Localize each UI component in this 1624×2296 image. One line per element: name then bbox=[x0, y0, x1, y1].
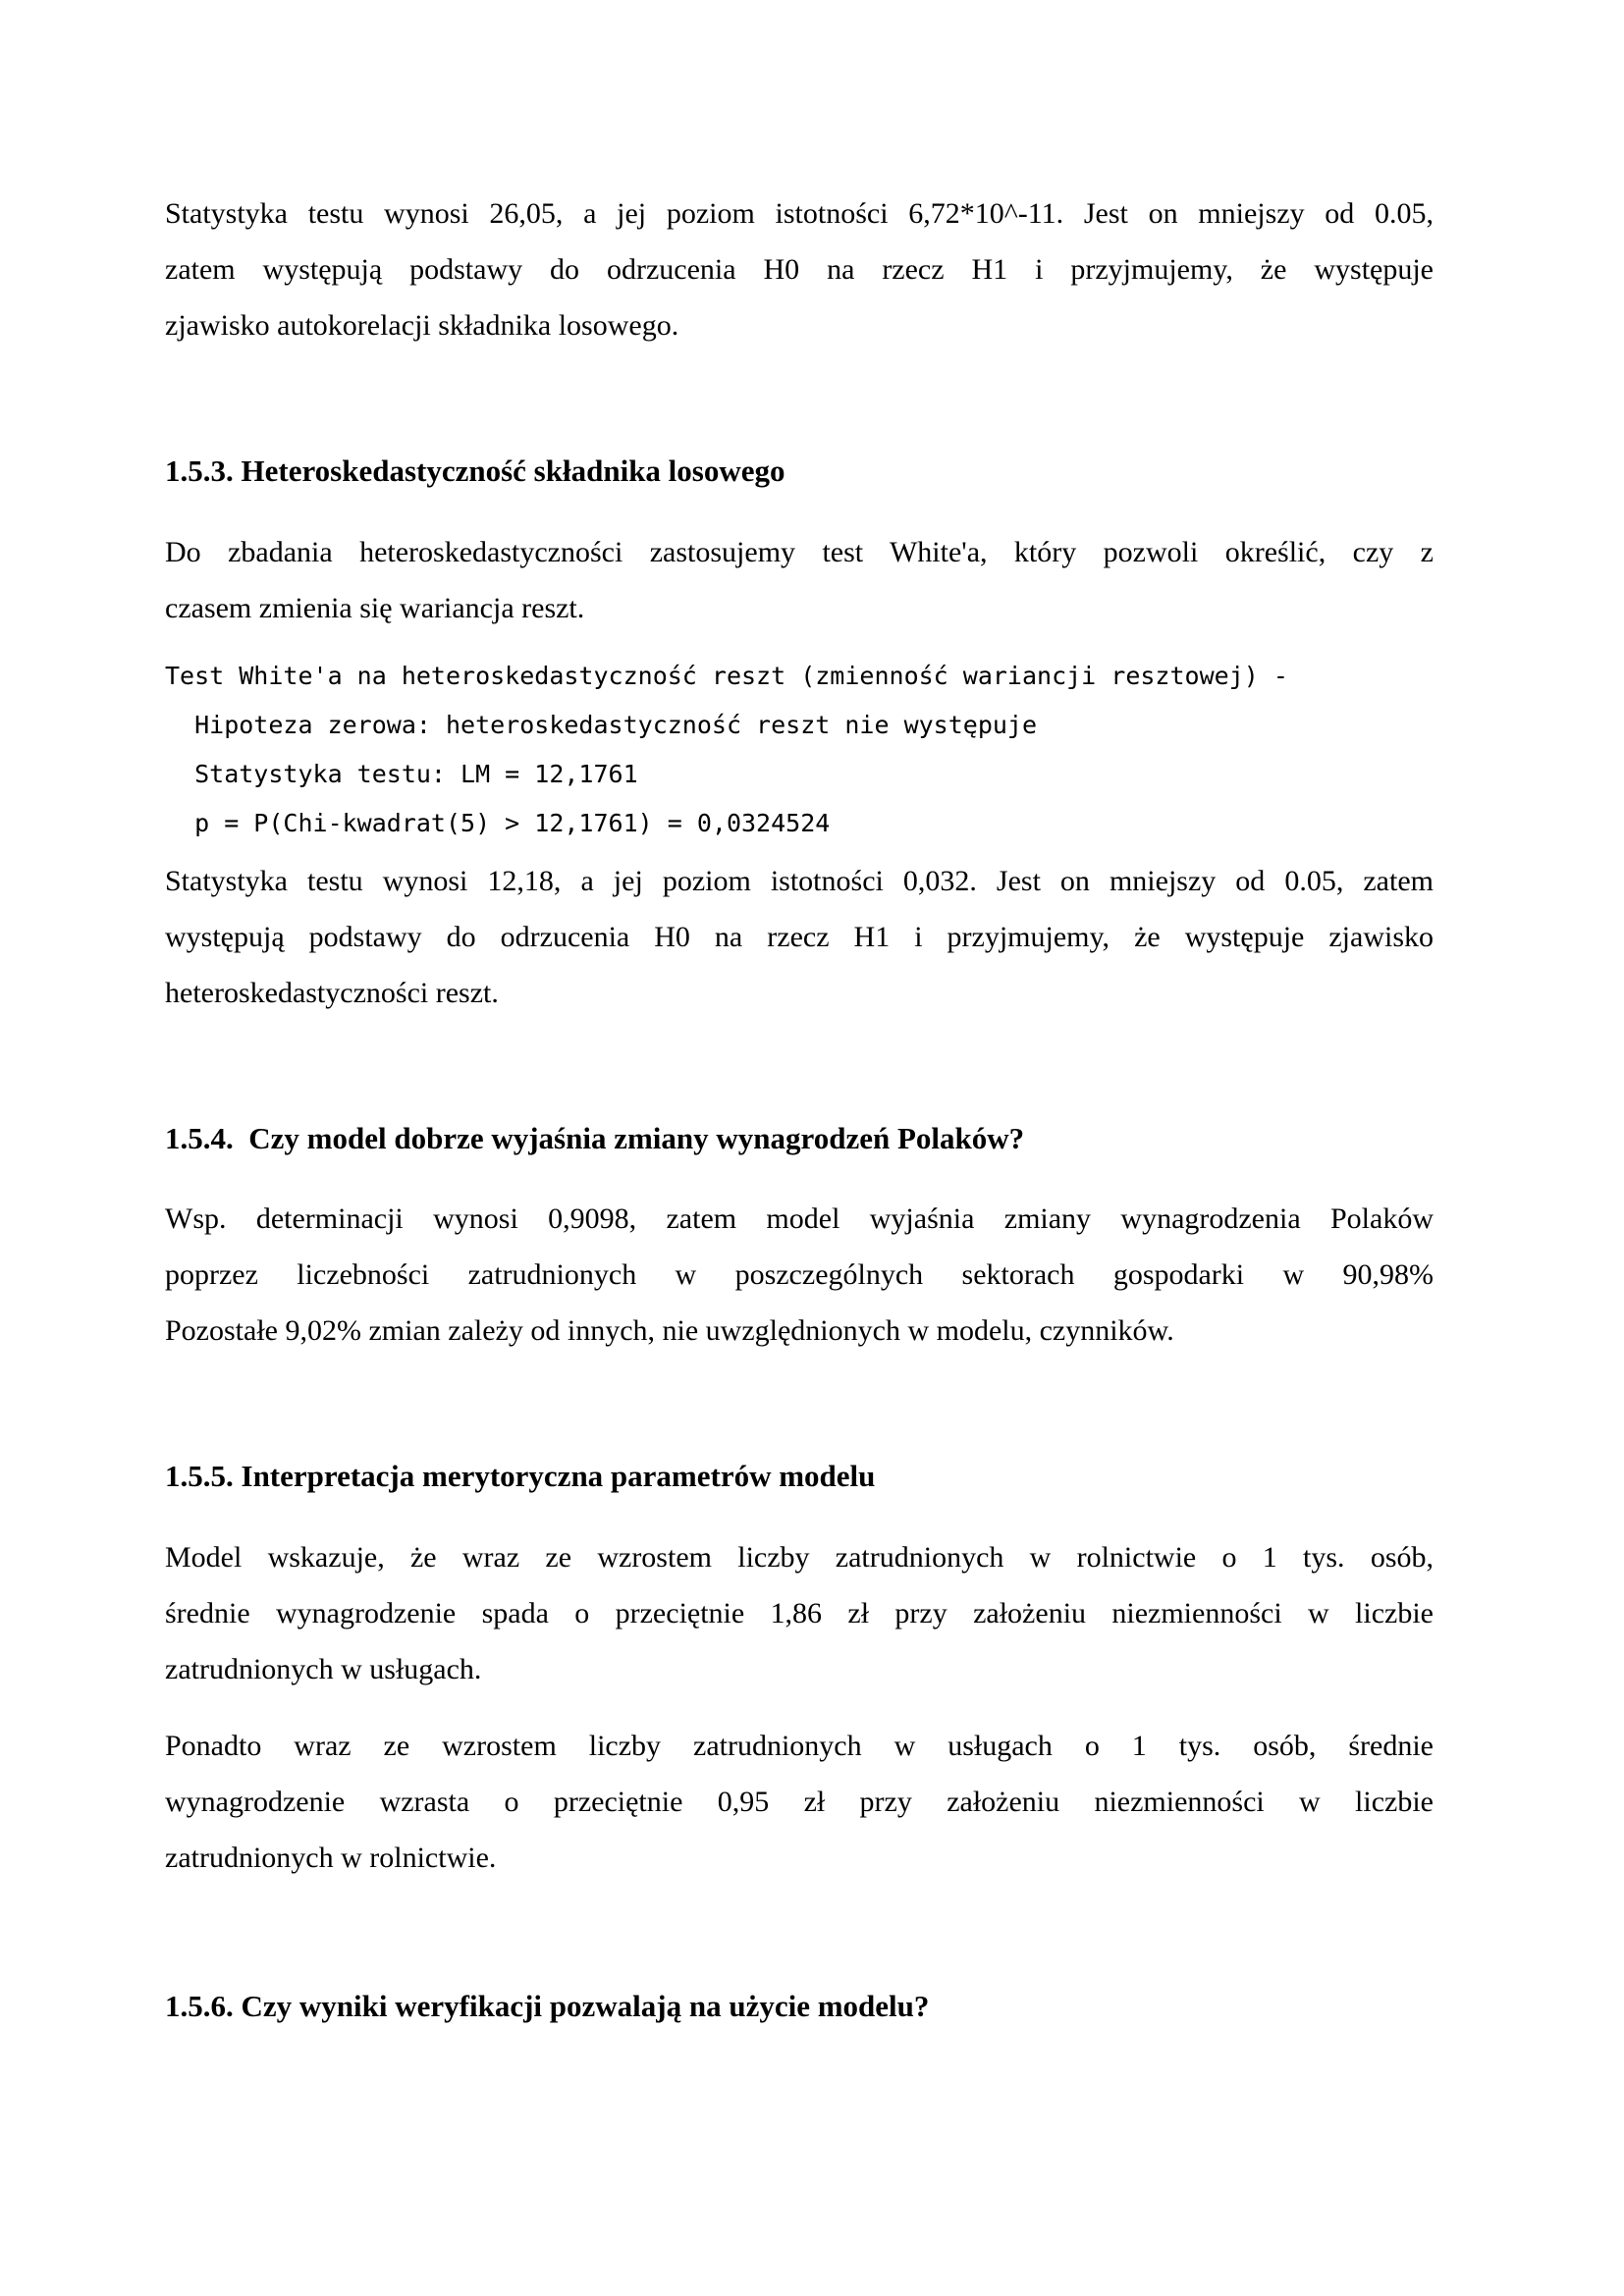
text-line: zjawisko autokorelacji składnika losowego. bbox=[165, 309, 679, 342]
section-heading-1-5-3: 1.5.3. Heteroskedastyczność składnika losowego bbox=[165, 454, 785, 488]
white-test-output-block bbox=[165, 652, 1434, 848]
text-line: zatrudnionych w rolnictwie. bbox=[165, 1842, 497, 1875]
code-line: Hipoteza zerowa: heteroskedastyczność reszt nie występuje bbox=[165, 710, 1038, 739]
text-line: Statystyka testu wynosi 12,18, a jej poziom istotności 0,032. Jest on mniejszy od 0.05, zatem bbox=[165, 864, 1434, 897]
text-line: heteroskedastyczności reszt. bbox=[165, 976, 499, 1009]
text-line: Do zbadania heteroskedastyczności zastosujemy test White'a, który pozwoli określić, czy z bbox=[165, 535, 1434, 568]
section-heading-1-5-4: 1.5.4. Czy model dobrze wyjaśnia zmiany wynagrodzeń Polaków? bbox=[165, 1120, 1025, 1155]
paragraph-interpretation-services bbox=[165, 1718, 1434, 1886]
paragraph-white-test-conclusion bbox=[165, 853, 1434, 1021]
text-line: Statystyka testu wynosi 26,05, a jej poziom istotności 6,72*10^-11. Jest on mniejszy od 0.05, bbox=[165, 197, 1434, 230]
text-line: średnie wynagrodzenie spada o przeciętnie 1,86 zł przy założeniu niezmienności w liczbie bbox=[165, 1597, 1434, 1630]
code-line: p = P(Chi-kwadrat(5) > 12,1761) = 0,0324524 bbox=[165, 808, 831, 837]
paragraph-white-test-intro bbox=[165, 524, 1434, 636]
text-line: Wsp. determinacji wynosi 0,9098, zatem model wyjaśnia zmiany wynagrodzenia Polaków bbox=[165, 1202, 1434, 1236]
text-line: Model wskazuje, że wraz ze wzrostem liczby zatrudnionych w rolnictwie o 1 tys. osób, bbox=[165, 1541, 1434, 1575]
paragraph-autocorrelation-conclusion bbox=[165, 186, 1434, 353]
text-line: wynagrodzenie wzrasta o przeciętnie 0,95 zł przy założeniu niezmienności w liczbie bbox=[165, 1786, 1434, 1819]
text-line: czasem zmienia się wariancja reszt. bbox=[165, 591, 585, 624]
text-line: poprzez liczebności zatrudnionych w poszczególnych sektorach gospodarki w 90,98% bbox=[165, 1258, 1434, 1292]
text-line: Ponadto wraz ze wzrostem liczby zatrudnionych w usługach o 1 tys. osób, średnie bbox=[165, 1730, 1434, 1763]
code-line: Test White'a na heteroskedastyczność reszt (zmienność wariancji resztowej) - bbox=[165, 661, 1288, 690]
text-line: Pozostałe 9,02% zmian zależy od innych, nie uwzględnionych w modelu, czynników. bbox=[165, 1314, 1174, 1348]
paragraph-interpretation-agriculture bbox=[165, 1529, 1434, 1697]
code-line: Statystyka testu: LM = 12,1761 bbox=[165, 759, 638, 788]
section-heading-1-5-5: 1.5.5. Interpretacja merytoryczna parametrów modelu bbox=[165, 1459, 876, 1494]
section-heading-1-5-6: 1.5.6. Czy wyniki weryfikacji pozwalają na użycie modelu? bbox=[165, 1989, 930, 2024]
text-line: zatem występują podstawy do odrzucenia H0 na rzecz H1 i przyjmujemy, że występuje bbox=[165, 253, 1434, 286]
paragraph-determination-coefficient bbox=[165, 1191, 1434, 1359]
text-line: zatrudnionych w usługach. bbox=[165, 1653, 482, 1686]
text-line: występują podstawy do odrzucenia H0 na rzecz H1 i przyjmujemy, że występuje zjawisko bbox=[165, 920, 1434, 953]
